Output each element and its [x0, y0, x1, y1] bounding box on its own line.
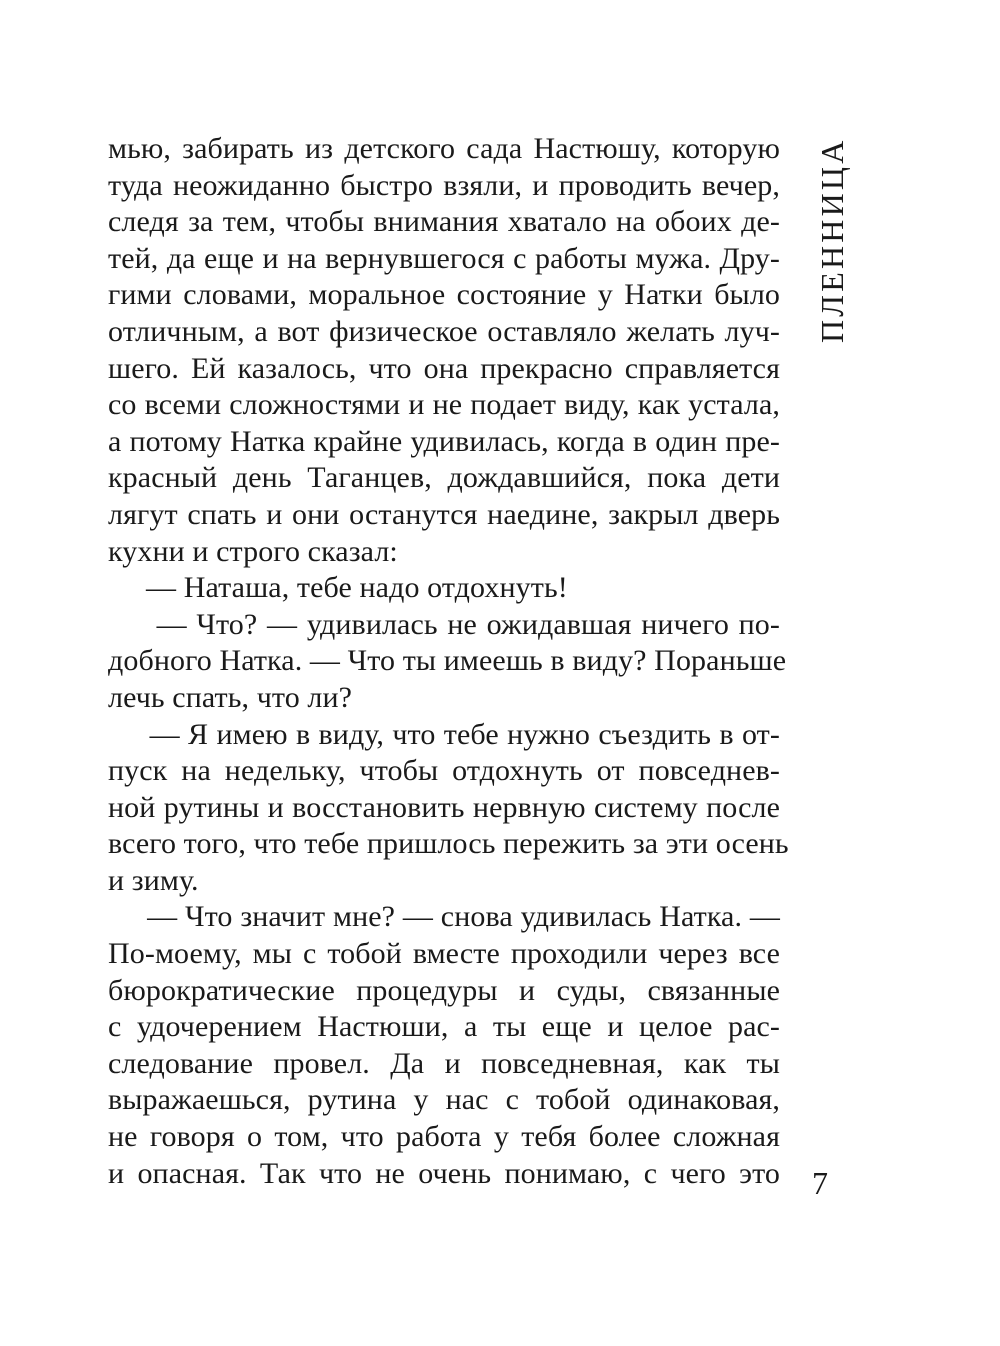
- text-line: следование провел. Да и повседневная, как ты: [108, 1046, 780, 1080]
- text-line: гими словами, моральное состояние у Натки было: [108, 278, 780, 312]
- text-line: тей, да еще и на вернувшегося с работы мужа. Дру-: [108, 241, 780, 275]
- text-line: всего того, что тебе пришлось пережить за эти осень: [108, 827, 789, 861]
- text-line: — Я имею в виду, что тебе нужно съездить в от-: [108, 717, 780, 751]
- text-line: выражаешься, рутина у нас с тобой одинаковая,: [108, 1083, 780, 1117]
- text-line: шего. Ей казалось, что она прекрасно справляется: [108, 351, 780, 385]
- text-line: лягут спать и они останутся наедине, закрыл дверь: [108, 497, 780, 531]
- text-line: следя за тем, чтобы внимания хватало на обоих де-: [108, 205, 780, 239]
- text-line: отличным, а вот физическое оставляло желать луч-: [108, 314, 780, 348]
- running-title: ПЛЕННИЦА: [814, 137, 850, 343]
- text-line: а потому Натка крайне удивилась, когда в один пре-: [108, 424, 780, 458]
- page-number: 7: [812, 1165, 828, 1201]
- text-line: лечь спать, что ли?: [108, 680, 353, 714]
- text-line: и опасная. Так что не очень понимаю, с чего это: [108, 1156, 780, 1190]
- text-line: добного Натка. — Что ты имеешь в виду? Пораньше: [108, 644, 787, 678]
- text-line: красный день Таганцев, дождавшийся, пока дети: [108, 461, 780, 495]
- text-line: не говоря о том, что работа у тебя более сложная: [108, 1120, 780, 1154]
- text-line: туда неожиданно быстро взяли, и проводить вечер,: [108, 168, 780, 202]
- text-line: мью, забирать из детского сада Настюшу, которую: [108, 132, 780, 165]
- text-line: — Что значит мне? — снова удивилась Натка. —: [108, 900, 780, 934]
- text-line: — Что? — удивилась не ожидавшая ничего по-: [108, 607, 780, 641]
- text-line: бюрократические процедуры и суды, связанные: [108, 973, 780, 1007]
- text-line: пуск на недельку, чтобы отдохнуть от повседнев-: [108, 754, 780, 788]
- text-line: кухни и строго сказал:: [108, 534, 398, 568]
- text-line: и зиму.: [108, 863, 199, 897]
- text-line: со всеми сложностями и не подает виду, как устала,: [108, 388, 780, 422]
- text-line: По-моему, мы с тобой вместе проходили через все: [108, 937, 780, 971]
- text-line: с удочерением Настюши, а ты еще и целое рас-: [108, 1010, 780, 1044]
- body-text: [108, 131, 789, 1192]
- text-line: — Наташа, тебе надо отдохнуть!: [108, 571, 568, 605]
- text-line: ной рутины и восстановить нервную систему после: [108, 790, 780, 824]
